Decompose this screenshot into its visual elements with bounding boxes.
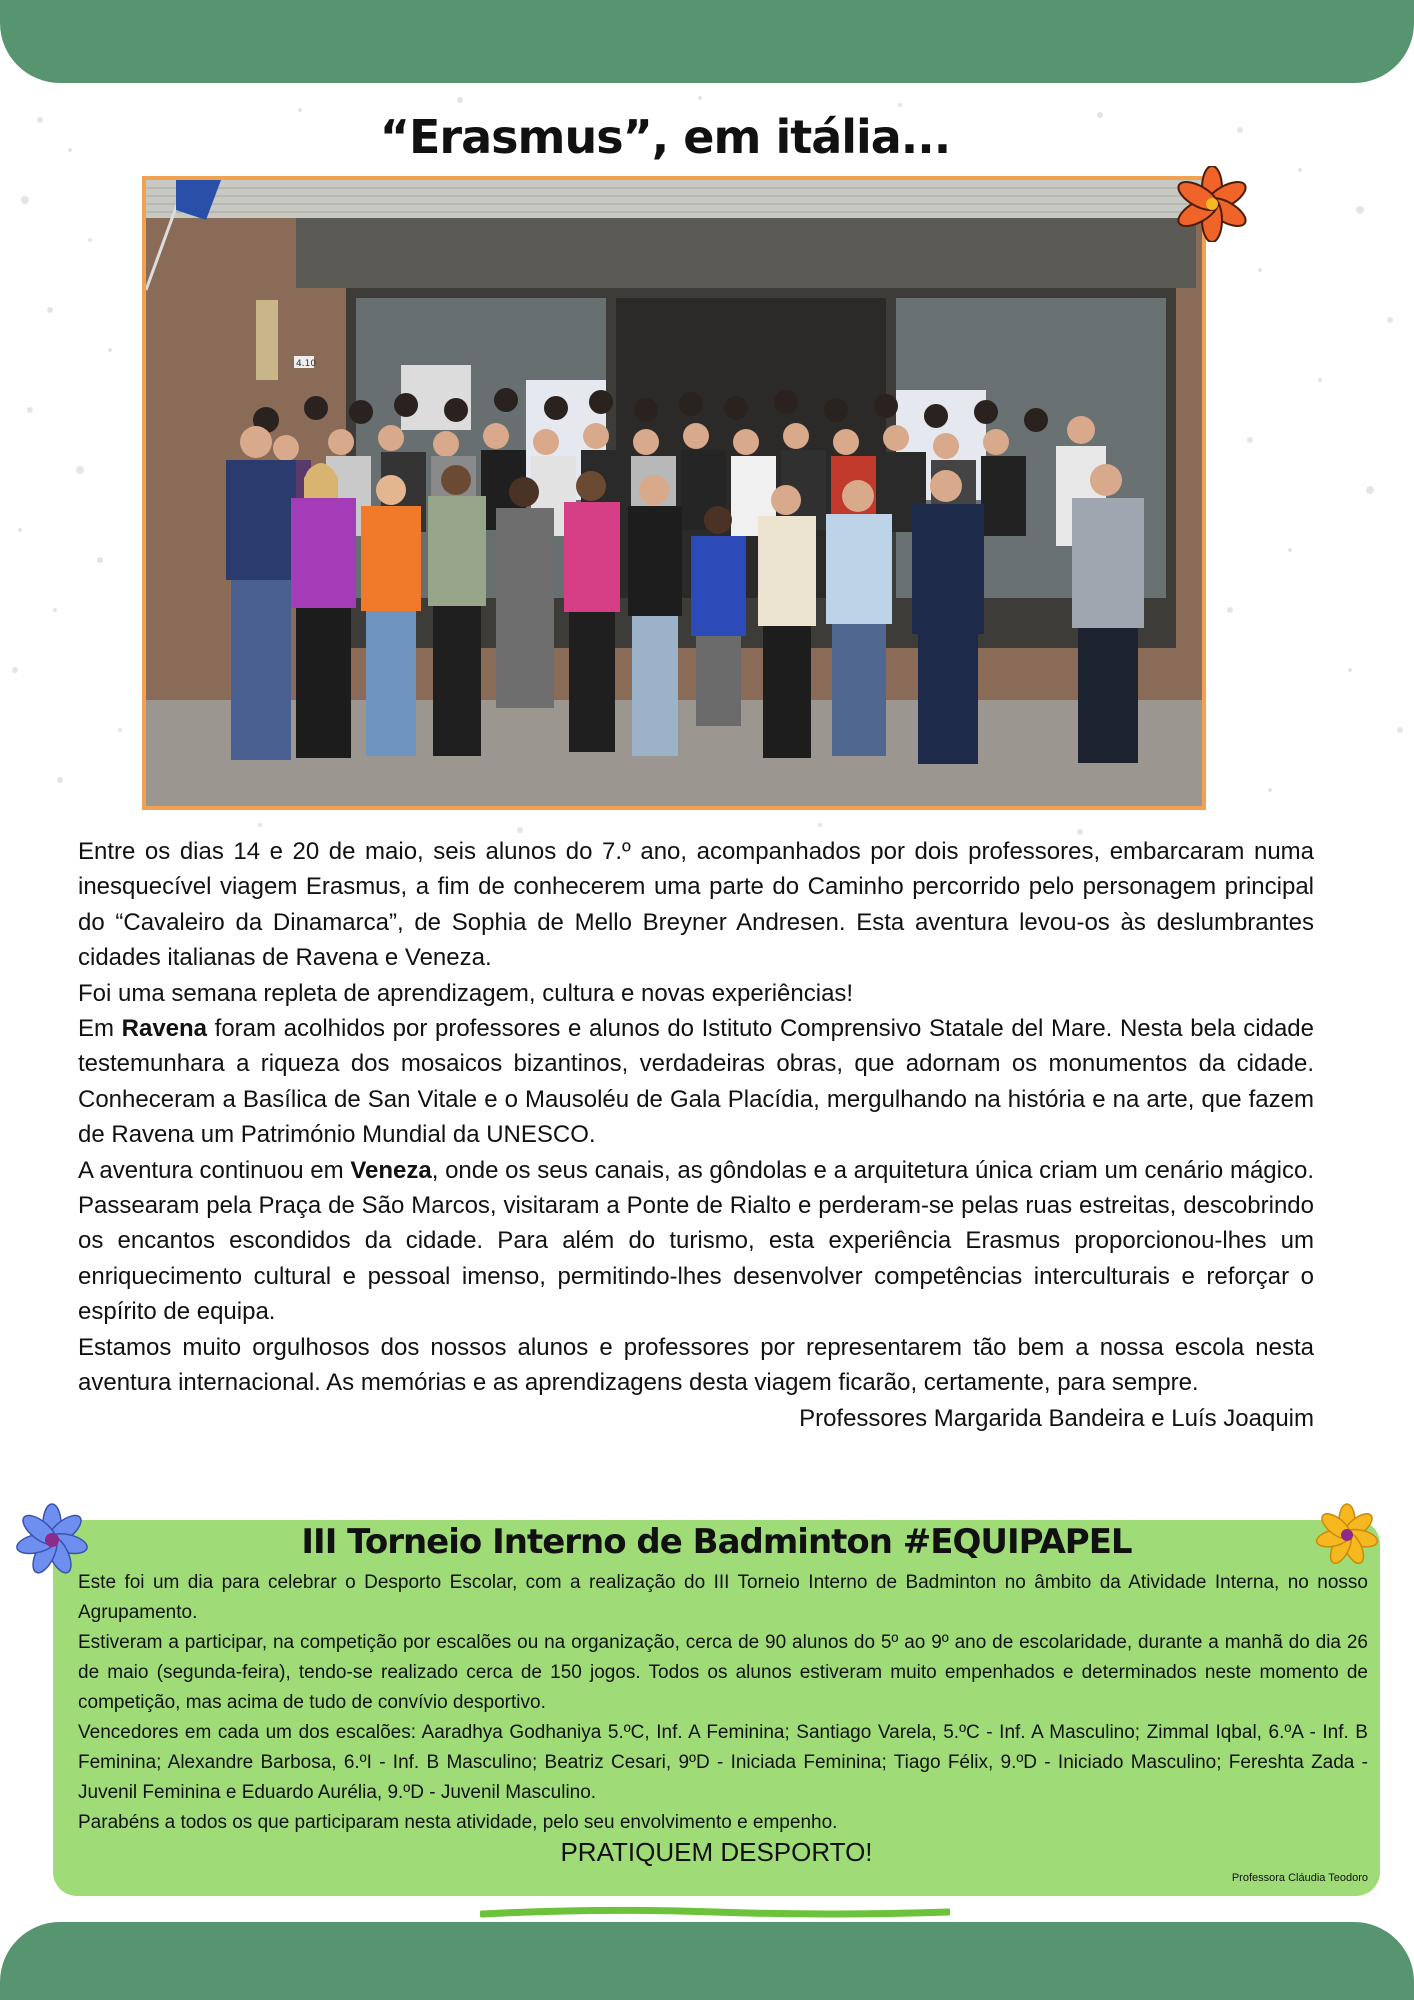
group-photo (142, 176, 1206, 810)
flower-icon (10, 1500, 94, 1580)
article-paragraph: Estamos muito orgulhosos dos nossos alunos e professores por representarem tão bem a nossa escola nesta aventura internacional. As memórias e as aprendizagens desta viagem ficarão, certamente, para sempre. (78, 1333, 1314, 1397)
city-name-bold: Ravena (121, 1015, 208, 1043)
badminton-signature: Professora Cláudia Teodoro (1231, 1872, 1368, 1884)
badminton-title: III Torneio Interno de Badminton #EQUIPAPEL (301, 1522, 1132, 1562)
badminton-paragraph: Parabéns a todos os que participaram nesta atividade, pelo seu envolvimento e empenho. (78, 1812, 838, 1833)
badminton-paragraph: Vencedores em cada um dos escalões: Aaradhya Godhaniya 5.ºC, Inf. A Feminina; Santiago Varela, 5.ºC - Inf. A Masculino; Zimmal Iqbal, 6.ºA - Inf. B Feminina; Alexandre Barbosa, 6.ºI - Inf. B Masculino; Beatriz Cesari, 9ºD - Iniciada Feminina; Tiago Félix, 9.ºD - Iniciado Masculino; Fereshta Zada - Juvenil Feminina e Eduardo Aurélia, 9.ºD - Juvenil Masculino. (78, 1722, 1368, 1803)
badminton-body (78, 1568, 1368, 1838)
badminton-paragraph: Este foi um dia para celebrar o Desporto Escolar, com a realização do III Torneio Interno de Badminton no âmbito da Atividade Interna, no nosso Agrupamento. (78, 1572, 1368, 1623)
room-number-label: 4.10 (296, 359, 317, 369)
text-run: A aventura continuou em (78, 1156, 351, 1184)
badminton-paragraph: Estiveram a participar, na competição por escalões ou na organização, cerca de 90 alunos do 5º ao 9º ano de escolaridade, durante a manhã do dia 26 de maio (segunda-feira), tendo-se realizado cerca de 150 jogos. Todos os alunos estiveram muito empenhados e determinados neste momento de competição, mas acima de tudo de convívio desportivo. (78, 1632, 1368, 1713)
top-band (0, 0, 1414, 83)
article-signature: Professores Margarida Bandeira e Luís Joaquim (799, 1404, 1314, 1432)
bottom-band (0, 1922, 1414, 2000)
article-paragraph (78, 1153, 1314, 1330)
article-title: “Erasmus”, em itália... (379, 110, 951, 164)
article-paragraph (78, 1011, 1314, 1153)
divider-squiggle (480, 1906, 950, 1920)
article-paragraph: Foi uma semana repleta de aprendizagem, cultura e novas experiências! (78, 979, 854, 1007)
text-run: , onde os seus canais, as gôndolas e a arquitetura única criam um cenário mágico. Passearam pela Praça de São Marcos, visitaram a Ponte de Rialto e perderam-se pelas ruas estreitas, descobrindo os encantos escondidos da cidade. Para além do turismo, esta experiência Erasmus proporcionou-lhes um enriquecimento cultural e pessoal imenso, permitindo-lhes desenvolver competências interculturais e reforçar o espírito de equipa. (78, 1156, 1314, 1326)
article-paragraph: Entre os dias 14 e 20 de maio, seis alunos do 7.º ano, acompanhados por dois professores, embarcaram numa inesquecível viagem Erasmus, a fim de conhecerem uma parte do Caminho percorrido pelo personagem principal do “Cavaleiro da Dinamarca”, de Sophia de Mello Breyner Andresen. Esta aventura levou-os às deslumbrantes cidades italianas de Ravena e Veneza. (78, 838, 1314, 972)
badminton-cta: PRATIQUEM DESPORTO! (560, 1837, 873, 1867)
city-name-bold: Veneza (350, 1156, 432, 1184)
flower-icon (1172, 166, 1252, 242)
flower-icon (1310, 1498, 1384, 1572)
article-body (78, 834, 1314, 1436)
text-run: foram acolhidos por professores e alunos do Istituto Comprensivo Statale del Mare. Nesta bela cidade testemunhara a riqueza dos mosaicos bizantinos, verdadeiras obras, que adornam os monumentos da cidade. Conheceram a Basílica de San Vitale e o Mausoléu de Gala Placídia, mergulhando na história e na arte, que fazem de Ravena um Património Mundial da UNESCO. (78, 1015, 1315, 1149)
text-run: Em (78, 1015, 122, 1043)
